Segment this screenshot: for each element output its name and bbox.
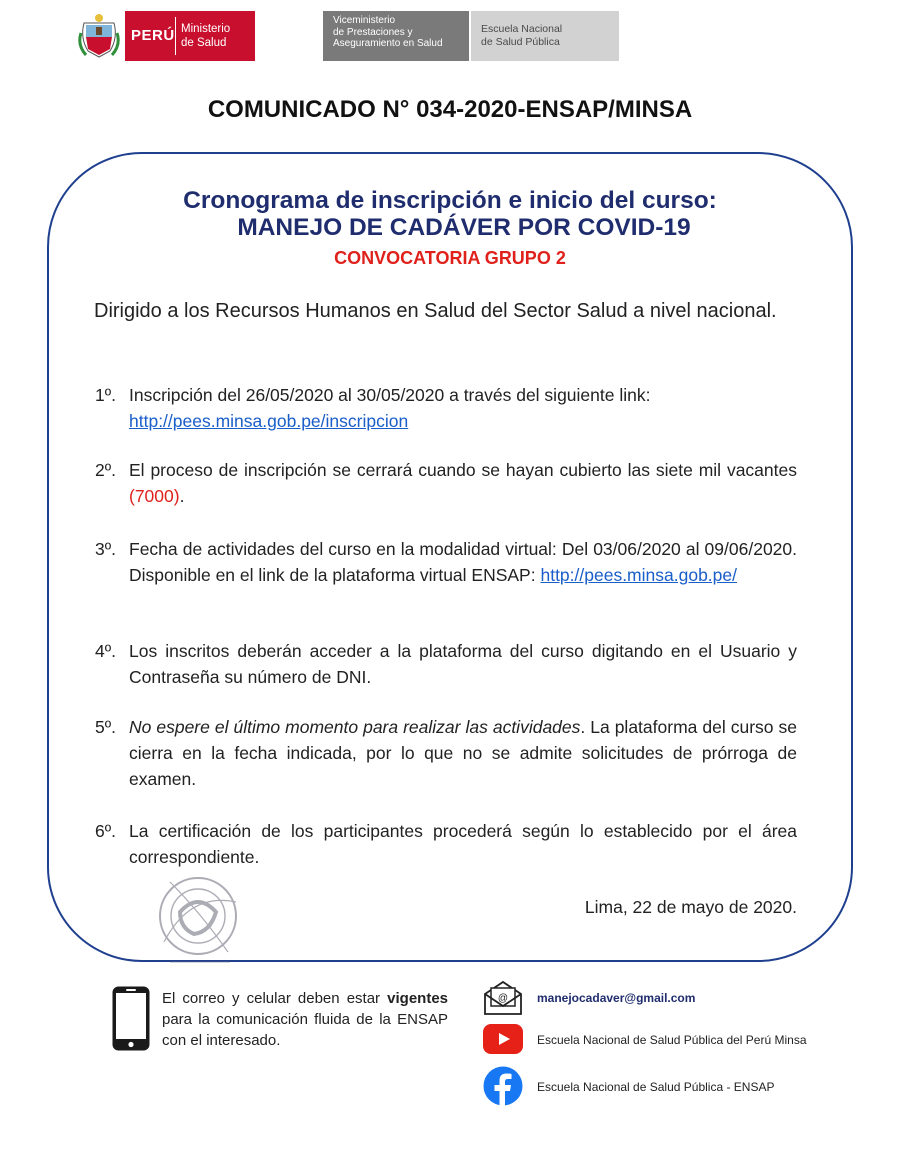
item-text: El proceso de inscripción se cerrará cuando se hayan cubierto las siete mil vacantes — [129, 460, 797, 480]
item-number: 6º. — [95, 821, 116, 841]
list-item — [95, 638, 797, 690]
list-item — [95, 382, 797, 434]
registration-link[interactable]: http://pees.minsa.gob.pe/inscripcion — [129, 411, 409, 431]
stamp-icon — [150, 872, 246, 972]
item-text: Los inscritos deberán acceder a la plataforma del curso digitando en el Usuario y Contraseña su número de DNI. — [129, 641, 797, 687]
email-icon — [483, 980, 523, 1016]
item-number: 5º. — [95, 717, 116, 737]
facebook-page[interactable]: Escuela Nacional de Salud Pública - ENSAP — [537, 1080, 775, 1094]
item-end: . — [179, 486, 185, 506]
list-item — [95, 818, 797, 870]
schedule-heading: Cronograma de inscripción e inicio del curso: — [183, 187, 717, 214]
item-number: 4º. — [95, 641, 116, 661]
facebook-icon — [483, 1066, 523, 1106]
platform-link[interactable]: http://pees.minsa.gob.pe/ — [540, 565, 737, 585]
item-text: Fecha de actividades del curso en la modalidad virtual: Del 03/06/2020 al 09/06/2020. Disponible en el link de la plataforma virtual ENSAP: — [129, 539, 797, 585]
note-emphasis: vigentes — [387, 990, 448, 1007]
youtube-icon — [483, 1024, 523, 1054]
contact-note — [162, 988, 448, 1051]
header-logos — [78, 11, 623, 61]
vacancies-count: (7000) — [129, 486, 180, 506]
item-emphasis: No espere el último momento para realizar las actividades — [129, 717, 581, 737]
peru-minsa-logo — [125, 11, 255, 61]
page-title: COMUNICADO N° 034-2020-ENSAP/MINSA — [207, 96, 693, 123]
logo-divider — [175, 17, 176, 55]
item-number: 3º. — [95, 539, 116, 559]
intro-paragraph: Dirigido a los Recursos Humanos en Salud del Sector Salud a nivel nacional. — [94, 300, 777, 322]
note-text-end: para la comunicación fluida de la ENSAP con el interesado. — [162, 1011, 448, 1049]
item-text: Inscripción del 26/05/2020 al 30/05/2020 a través del siguiente link: — [129, 385, 651, 405]
item-number: 2º. — [95, 460, 116, 480]
note-text: El correo y celular deben estar — [162, 990, 381, 1007]
call-group: CONVOCATORIA GRUPO 2 — [334, 248, 566, 268]
course-name: MANEJO DE CADÁVER POR COVID-19 — [237, 214, 691, 241]
peru-crest-icon — [78, 13, 120, 59]
item-text: . La plataforma del curso se cierra en la fecha indicada, por lo que no se admite solicitudes de prórroga de examen. — [129, 717, 797, 789]
list-item — [95, 714, 797, 792]
viceministry-label: Viceministerio de Prestaciones y Aseguramiento en Salud — [323, 11, 469, 61]
svg-text:@: @ — [497, 993, 509, 1004]
list-item — [95, 457, 797, 509]
item-text: La certificación de los participantes procederá según lo establecido por el área correspondiente. — [129, 821, 797, 867]
youtube-channel[interactable]: Escuela Nacional de Salud Pública del Perú Minsa — [537, 1033, 807, 1047]
document-date: Lima, 22 de mayo de 2020. — [584, 897, 797, 917]
item-number: 1º. — [95, 385, 116, 405]
country-label: PERÚ — [131, 27, 175, 44]
list-item — [95, 536, 797, 588]
phone-icon — [111, 985, 151, 1052]
ministry-label: Ministerio de Salud — [181, 23, 231, 49]
school-label: Escuela Nacional de Salud Pública — [471, 11, 619, 61]
email-address[interactable]: manejocadaver@gmail.com — [537, 991, 696, 1005]
